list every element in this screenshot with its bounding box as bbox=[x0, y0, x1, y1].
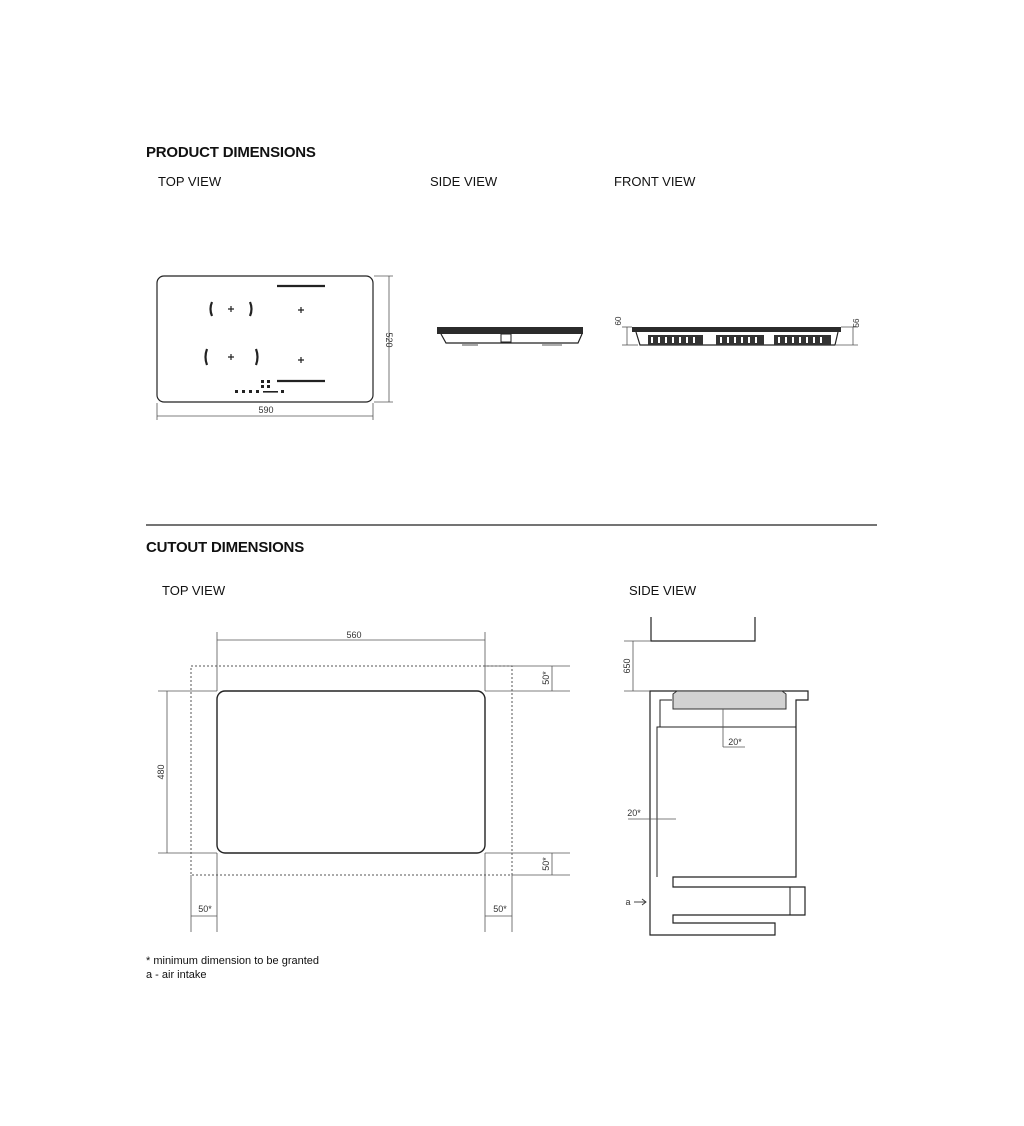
cutout-depth-dimension bbox=[158, 691, 217, 853]
cutout-dimensions-heading: CUTOUT DIMENSIONS bbox=[146, 539, 304, 556]
cutout-width-dimension bbox=[217, 632, 485, 691]
above-clearance-value: 650 bbox=[622, 658, 632, 674]
cooking-zone-top-left bbox=[211, 302, 252, 316]
installed-hob bbox=[673, 691, 786, 709]
wall-gap-value: 20* bbox=[627, 808, 641, 818]
clearance-boundary bbox=[191, 666, 512, 875]
cooking-zone-top-right bbox=[298, 307, 304, 313]
worktop-and-base-cabinet bbox=[650, 691, 808, 935]
product-front-view-label: FRONT VIEW bbox=[614, 174, 696, 189]
cutout-margin-right-value: 50* bbox=[493, 904, 507, 914]
side-connector bbox=[501, 334, 511, 342]
cutout-side-dimensions bbox=[624, 641, 745, 819]
cutout-margin-left-dimension bbox=[191, 853, 217, 932]
product-dimensions-heading: PRODUCT DIMENSIONS bbox=[146, 144, 316, 161]
cutout-margin-left-value: 50* bbox=[198, 904, 212, 914]
cutout-margin-bottom-dimension bbox=[485, 853, 570, 875]
cutout-depth-value: 480 bbox=[156, 764, 166, 780]
product-top-view bbox=[157, 276, 393, 420]
cutout-margin-bottom-value: 50* bbox=[541, 857, 551, 871]
product-depth-value: 520 bbox=[384, 332, 394, 348]
upper-cabinet bbox=[651, 617, 755, 641]
cutout-top-view bbox=[158, 632, 570, 932]
product-side-view bbox=[437, 327, 583, 345]
product-front-view bbox=[622, 327, 858, 345]
front-glass-top bbox=[632, 327, 841, 332]
cutout-margin-top-dimension bbox=[485, 666, 570, 691]
cooking-zone-bottom-left bbox=[206, 349, 258, 365]
cutout-margin-top-value: 50* bbox=[541, 671, 551, 685]
note-air-intake: a - air intake bbox=[146, 969, 207, 981]
front-height-left-value: 60 bbox=[614, 316, 623, 326]
below-gap-value: 20* bbox=[728, 737, 742, 747]
cutout-opening bbox=[217, 691, 485, 853]
product-side-view-label: SIDE VIEW bbox=[430, 174, 498, 189]
hob-outline bbox=[157, 276, 373, 402]
control-panel-icons bbox=[235, 380, 284, 393]
front-height-right-value: 56 bbox=[852, 318, 861, 328]
front-vent-blocks bbox=[648, 335, 831, 345]
product-top-view-label: TOP VIEW bbox=[158, 174, 222, 189]
air-intake-arrow bbox=[634, 899, 646, 905]
cutout-side-view bbox=[650, 617, 808, 935]
cutout-top-view-label: TOP VIEW bbox=[162, 583, 226, 598]
glass-top bbox=[437, 327, 583, 334]
cutout-width-value: 560 bbox=[346, 630, 362, 640]
product-width-value: 590 bbox=[258, 405, 274, 415]
air-intake-marker: a bbox=[625, 897, 631, 907]
cooking-zone-bottom-right bbox=[298, 357, 304, 363]
cutout-margin-right-dimension bbox=[485, 853, 512, 932]
cutout-side-view-label: SIDE VIEW bbox=[629, 583, 697, 598]
note-minimum-dimension: * minimum dimension to be granted bbox=[146, 955, 320, 967]
